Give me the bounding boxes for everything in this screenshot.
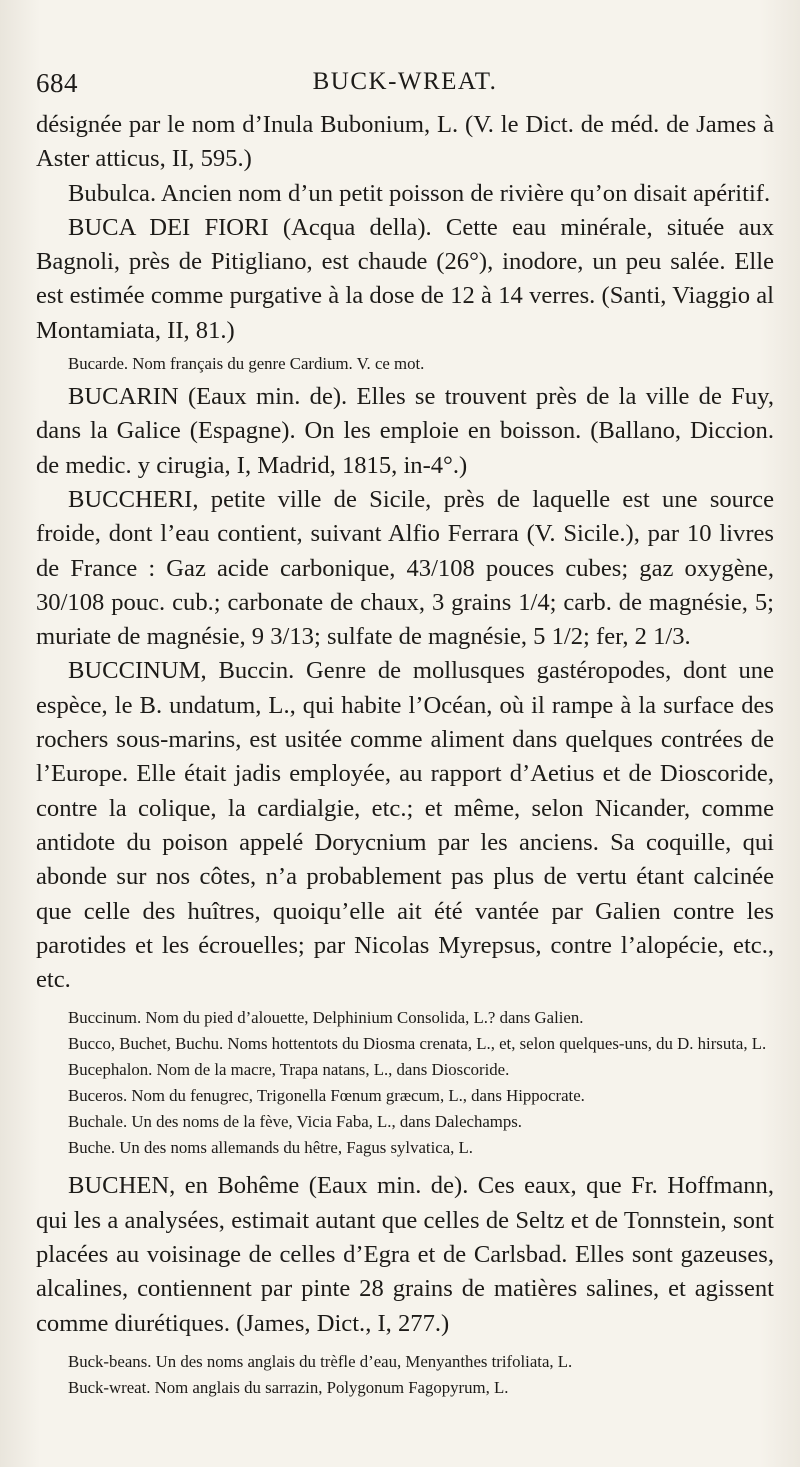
entry-bucarin: BUCARIN (Eaux min. de). Elles se trouvent près de la ville de Fuy, dans la Galice (Espagne). On les emploie en boisson. (Ballano, Diccion. de medic. y cirugia, I, Madrid, 1815, in-4°.) <box>36 383 774 479</box>
entry-bucco: Bucco, Buchet, Buchu. Noms hottentots du Diosma crenata, L., et, selon quelques-uns, du D. hirsuta, L. <box>68 1034 767 1054</box>
page-body <box>36 108 774 1401</box>
entry-buche: Buche. Un des noms allemands du hêtre, Fagus sylvatica, L. <box>68 1138 473 1158</box>
entry-buccinum: BUCCINUM, Buccin. Genre de mollusques gastéropodes, dont une espèce, le B. undatum, L., qui habite l’Océan, où il rampe à la surface des rochers sous-marins, est usitée comme aliment dans quelques contrées de l’Europe. Elle était jadis employée, au rapport d’Aetius et de Dioscoride, contre la colique, la cardialgie, etc.; et même, selon Nicander, comme antidote du poison appelé Dorycnium par les anciens. Sa coquille, qui abonde sur nos côtes, n’a probablement pas plus de vertu étant calcinée que celle des huîtres, quoiqu’elle ait été vantée par Galien contre les parotides et les écrouelles; par Nicolas Myrepsus, contre l’alopécie, etc., etc. <box>36 657 774 994</box>
entry-buchale: Buchale. Un des noms de la fève, Vicia Faba, L., dans Dalechamps. <box>68 1112 522 1132</box>
entry-bubulca: Bubulca. Ancien nom d’un petit poisson de rivière qu’on disait apéritif. <box>68 179 771 207</box>
entry-bucarde: Bucarde. Nom français du genre Cardium. V. ce mot. <box>68 354 425 374</box>
entry-inula-continuation: désignée par le nom d’Inula Bubonium, L. (V. le Dict. de méd. de James à Aster atticus, II, 595.) <box>36 111 774 173</box>
running-head: BUCK-WREAT. <box>312 68 498 95</box>
entry-buck-beans: Buck-beans. Un des noms anglais du trèfle d’eau, Menyanthes trifoliata, L. <box>68 1351 573 1371</box>
entry-buca-dei-fiori: BUCA DEI FIORI (Acqua della). Cette eau minérale, située aux Bagnoli, près de Pitigliano, est chaude (26°), inodore, un peu salée. Elle est estimée comme purgative à la dose de 12 à 14 verres. (Santi, Viaggio al Montamiata, II, 81.) <box>36 213 774 344</box>
entry-buccheri: BUCCHERI, petite ville de Sicile, près de laquelle est une source froide, dont l’eau contient, suivant Alfio Ferrara (V. Sicile.), par 10 livres de France : Gaz acide carbonique, 43/108 pouces cubes; gaz oxygène, 30/108 pouc. cub.; carbonate de chaux, 3 grains 1/4; carb. de magnésie, 5; muriate de magnésie, 9 3/13; sulfate de magnésie, 5 1/2; fer, 2 1/3. <box>36 485 774 651</box>
page-header <box>36 64 774 108</box>
entry-bucephalon: Bucephalon. Nom de la macre, Trapa natans, L., dans Dioscoride. <box>68 1060 510 1080</box>
entry-buccinum-small: Buccinum. Nom du pied d’alouette, Delphinium Consolida, L.? dans Galien. <box>68 1008 584 1028</box>
entry-buchen: BUCHEN, en Bohême (Eaux min. de). Ces eaux, que Fr. Hoffmann, qui les a analysées, estimait autant que celles de Seltz et de Tonnstein, sont placées au voisinage de celles d’Egra et de Carlsbad. Elles sont gazeuses, alcalines, contiennent par pinte 28 grains de matières salines, et agissent comme diurétiques. (James, Dict., I, 277.) <box>36 1172 774 1337</box>
page-number: 684 <box>36 68 78 98</box>
entry-buceros: Buceros. Nom du fenugrec, Trigonella Fœnum græcum, L., dans Hippocrate. <box>68 1086 585 1106</box>
entry-buck-wreat: Buck-wreat. Nom anglais du sarrazin, Polygonum Fagopyrum, L. <box>68 1377 509 1397</box>
